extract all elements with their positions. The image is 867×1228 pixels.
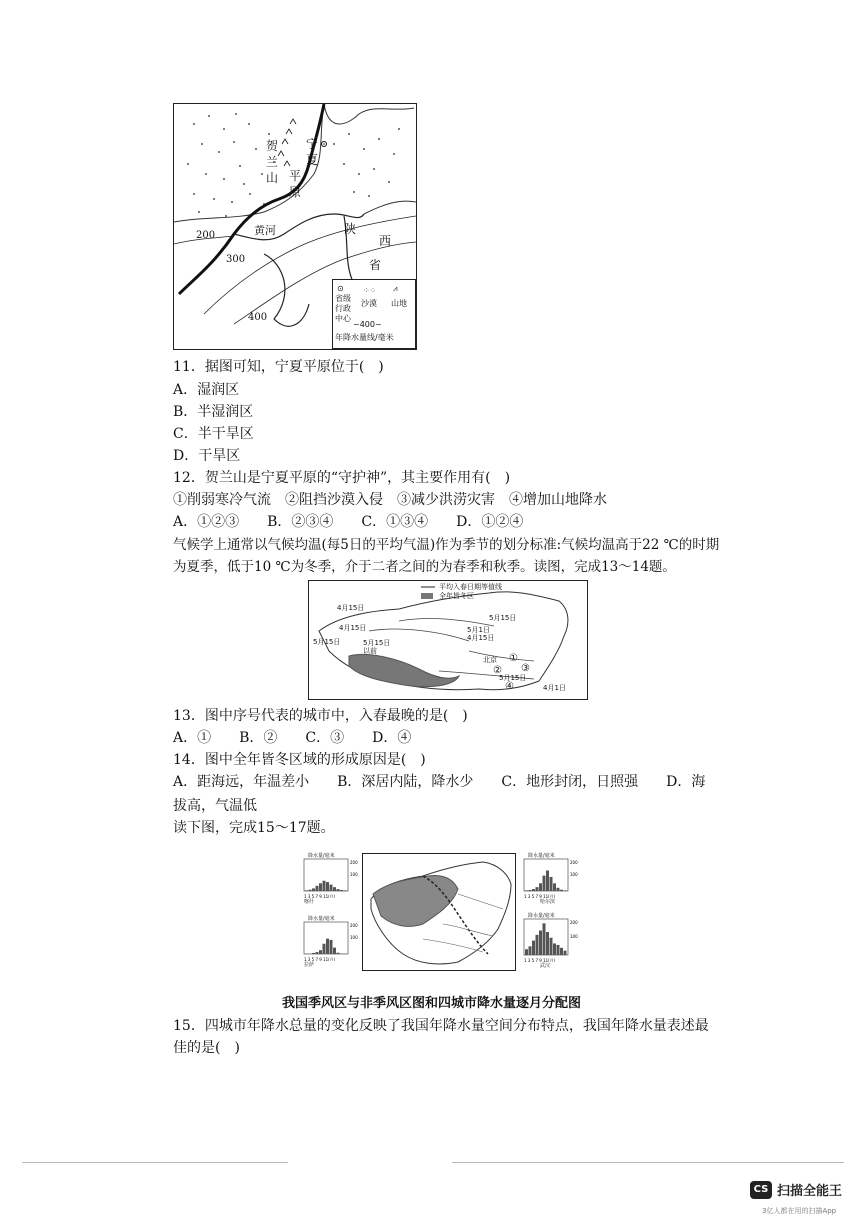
watermark-sub: 3亿人都在用的扫描App <box>762 1207 837 1215</box>
date-label: 5月1日 <box>467 626 490 634</box>
precip-chart-3-title: 降水量/毫米 <box>308 916 335 922</box>
precip-bar <box>550 938 553 955</box>
precip-chart-4 <box>520 912 578 972</box>
intro-13-14: 气候学上通常以气候均温(每5日的平均气温)作为季节的划分标准:气候均温高于22 ℃的时期为夏季，低于10 ℃为冬季，介于二者之间的为春季和秋季。读图，完成13～14题。 <box>173 537 720 575</box>
map1-legend <box>332 279 416 349</box>
huanghe-label: 黄河 <box>254 224 276 237</box>
precip-chart-1 <box>300 852 358 908</box>
ningxia-label-2: 夏 <box>306 153 319 167</box>
date-label: 5月15日 <box>489 614 517 622</box>
date-label: 4月15日 <box>467 634 495 642</box>
city-marker-1: ① <box>509 653 518 664</box>
precip-chart-4-plot <box>520 918 578 962</box>
isohyet-200-label: 200 <box>196 230 216 241</box>
legend-iso-label: 年降水量线/毫米 <box>335 333 394 342</box>
precip-bar <box>316 886 319 891</box>
map2-legend-line: 平均入春日期等值线 <box>439 583 502 591</box>
precip-bar <box>312 888 315 891</box>
plain-label-2: 原 <box>289 185 302 199</box>
precip-chart-1-plot <box>300 858 358 898</box>
legend-capital: 省级行政中心 <box>335 294 351 323</box>
precip-bar <box>546 871 549 891</box>
helan-label-1: 贺 <box>266 139 279 153</box>
scanner-watermark <box>750 1180 842 1199</box>
precip-bar <box>539 931 542 955</box>
city-beijing-label: 北京 <box>483 656 497 664</box>
precip-bar <box>525 949 528 955</box>
precip-bar <box>323 881 326 891</box>
precip-bar <box>543 876 546 891</box>
ytick-label: 200 <box>350 923 358 928</box>
date-label: 4月15日 <box>337 604 365 612</box>
shaanxi-label-2: 西 <box>379 234 392 248</box>
precip-bar <box>333 948 336 954</box>
precip-chart-4-title: 降水量/毫米 <box>528 913 555 919</box>
isohyet-400-label: 400 <box>248 312 268 323</box>
ytick-label: 100 <box>350 872 358 877</box>
precip-bar <box>560 948 563 955</box>
capital-symbol-icon: ⊙ <box>337 284 344 293</box>
precip-bar <box>557 888 560 891</box>
q14-options-line2: 拔高，气温低 <box>173 798 257 814</box>
precip-bar <box>550 877 553 891</box>
q12-items: ①削弱寒冷气流 ②阻挡沙漠入侵 ③减少洪涝灾害 ④增加山地降水 <box>173 492 607 508</box>
watermark-name: 扫描全能王 <box>777 1184 843 1199</box>
mountain-symbol-icon: ⩘ <box>393 284 398 293</box>
city-marker-2: ② <box>493 665 502 676</box>
precip-bar <box>560 890 563 891</box>
ningxia-label-1: 宁 <box>306 137 319 151</box>
precip-bar <box>323 944 326 954</box>
ytick-label: 100 <box>570 934 578 939</box>
precip-bar <box>326 939 329 954</box>
q13-stem: 13．图中序号代表的城市中，入春最晚的是( ) <box>173 708 468 724</box>
precip-chart-1-title: 降水量/毫米 <box>308 853 335 859</box>
footer-rule-right <box>452 1162 844 1163</box>
q14-options-line1: A．距海远，年温差小 B．深居内陆，降水少 C．地形封闭，日照强 D．海 <box>173 774 706 790</box>
intro-15-17: 读下图，完成15～17题。 <box>173 820 335 836</box>
ytick-label: 100 <box>570 872 578 877</box>
precip-bar <box>564 890 567 891</box>
precip-chart-1-city: 喀什 <box>304 899 315 905</box>
city-marker-3: ③ <box>521 663 530 674</box>
q11-stem: 11．据图可知，宁夏平原位于( ) <box>173 359 384 375</box>
precip-chart-2-city: 哈尔滨 <box>540 899 556 905</box>
precip-bar <box>337 953 340 954</box>
precip-bar <box>305 890 308 891</box>
legend-desert: 沙漠 <box>361 299 377 308</box>
precip-bar <box>532 941 535 955</box>
q12-stem: 12．贺兰山是宁夏平原的“守护神”，其主要作用有( ) <box>173 470 511 486</box>
precip-bar <box>319 883 322 891</box>
precip-bar <box>532 889 535 891</box>
xtick-label: 1 3 5 7 9 11(月) <box>524 894 556 898</box>
ytick-label: 100 <box>350 935 358 940</box>
legend-mountain: 山地 <box>391 299 407 308</box>
q11-option-c: C．半干旱区 <box>173 426 254 442</box>
precip-bar <box>553 883 556 891</box>
date-label: 4月1日 <box>543 684 566 692</box>
q11-option-a: A．湿润区 <box>173 382 240 398</box>
date-label: 5月15日 <box>313 638 341 646</box>
precip-bar <box>529 946 532 955</box>
monsoon-map-drawing <box>363 854 515 970</box>
precip-chart-3-city: 拉萨 <box>304 962 315 968</box>
precip-bar <box>529 890 532 891</box>
precip-chart-4-city: 武汉 <box>540 963 551 969</box>
helan-label-3: 山 <box>266 171 279 185</box>
precip-bar <box>319 950 322 954</box>
precip-bar <box>337 889 340 891</box>
ningxia-map <box>173 103 417 350</box>
xtick-label: 1 3 5 7 9 11(月) <box>304 894 336 898</box>
precip-bar <box>330 885 333 891</box>
precip-bar <box>340 890 343 891</box>
precip-chart-3-plot <box>300 921 358 961</box>
precip-bar <box>525 890 528 891</box>
precip-bar <box>536 887 539 891</box>
q12-options: A．①②③ B．②③④ C．①③④ D．①②④ <box>173 514 524 530</box>
precip-bar <box>536 935 539 955</box>
precip-bar <box>333 887 336 891</box>
q11-option-b: B．半湿润区 <box>173 404 254 420</box>
precip-bar <box>546 932 549 955</box>
spring-onset-map <box>308 580 588 700</box>
ytick-label: 200 <box>350 860 358 865</box>
q15-stem-line2: 佳的是( ) <box>173 1040 240 1056</box>
precip-chart-2-plot <box>520 858 578 898</box>
precip-bar <box>309 890 312 891</box>
cs-logo-icon: CS <box>750 1181 772 1199</box>
ytick-label: 200 <box>570 920 578 925</box>
xtick-label: 1 3 5 7 9 11(月) <box>524 958 556 962</box>
precip-chart-2 <box>520 852 578 908</box>
helan-label-2: 兰 <box>266 155 279 169</box>
shaanxi-label-1: 陕 <box>344 222 357 236</box>
legend-iso-sample: ~400~ <box>353 320 382 329</box>
precip-bar <box>326 882 329 891</box>
precip-chart-2-title: 降水量/毫米 <box>528 853 555 859</box>
figure-caption: 我国季风区与非季风区图和四城市降水量逐月分配图 <box>282 996 582 1011</box>
shaanxi-label-3: 省 <box>369 258 382 272</box>
plain-label-1: 平 <box>289 169 302 183</box>
q15-stem-line1: 15．四城市年降水总量的变化反映了我国年降水量空间分布特点，我国年降水量表述最 <box>173 1018 709 1034</box>
desert-symbol-icon: ⁘⁘ <box>363 286 377 295</box>
q11-option-d: D．干旱区 <box>173 448 241 464</box>
date-label: 5月15日 <box>499 674 527 682</box>
date-label: 4月15日 <box>339 624 367 632</box>
precip-bar <box>344 890 347 891</box>
precip-bar <box>557 945 560 955</box>
precip-bar <box>543 923 546 955</box>
city-marker-4: ④ <box>505 681 514 692</box>
monsoon-map <box>362 853 516 971</box>
q13-options: A．① B．② C．③ D．④ <box>173 730 412 746</box>
precip-bar <box>564 951 567 955</box>
precip-chart-3 <box>300 915 358 971</box>
precip-bar <box>312 953 315 954</box>
isohyet-300-label: 300 <box>226 254 246 265</box>
precip-bar <box>539 883 542 891</box>
footer-rule-left <box>22 1162 288 1163</box>
precip-bar <box>330 940 333 954</box>
map2-legend-area: 全年皆冬区 <box>439 592 474 600</box>
xtick-label: 1 3 5 7 9 11(月) <box>304 957 336 961</box>
ytick-label: 200 <box>570 860 578 865</box>
precip-bar <box>316 952 319 954</box>
q14-stem: 14．图中全年皆冬区域的形成原因是( ) <box>173 752 426 768</box>
date-label: 5月15日以前 <box>363 639 391 655</box>
precip-bar <box>553 943 556 955</box>
